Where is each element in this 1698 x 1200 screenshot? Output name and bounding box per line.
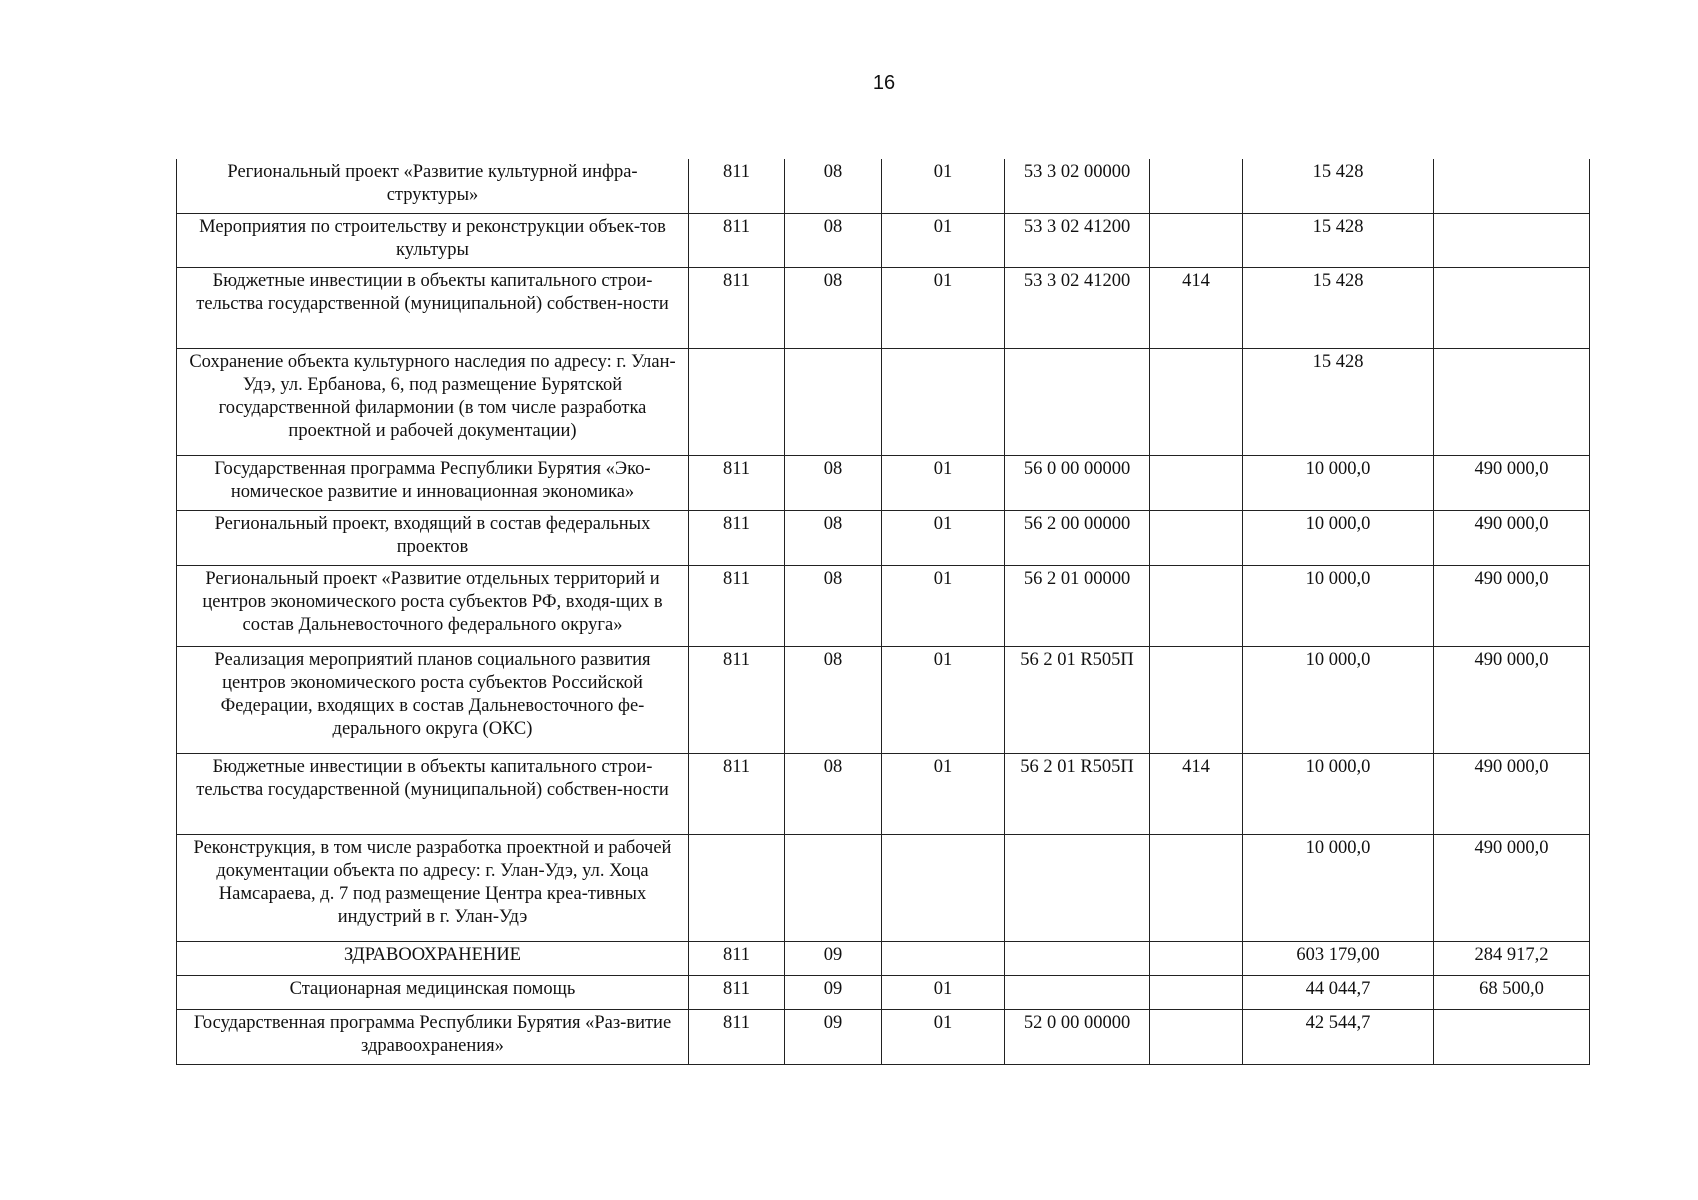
target-article-cell: [1005, 975, 1150, 1009]
amount-2-cell: 490 000,0: [1434, 834, 1590, 941]
amount-2-cell: [1434, 159, 1590, 213]
amount-2-cell: 490 000,0: [1434, 455, 1590, 510]
amount-2-cell: 490 000,0: [1434, 753, 1590, 834]
razdel-cell: 09: [785, 1009, 882, 1064]
razdel-cell: 08: [785, 267, 882, 348]
glavny-rasporyaditel-cell: 811: [689, 267, 785, 348]
amount-2-cell: 490 000,0: [1434, 565, 1590, 646]
row-name-cell: Региональный проект «Развитие отдельных территорий и центров экономического роста субъектов РФ, входя-щих в состав Дальневосточного федерального округа»: [177, 565, 689, 646]
target-article-cell: [1005, 941, 1150, 975]
glavny-rasporyaditel-cell: 811: [689, 975, 785, 1009]
podrazdel-cell: 01: [882, 159, 1005, 213]
podrazdel-cell: [882, 348, 1005, 455]
expense-type-cell: 414: [1150, 267, 1243, 348]
row-name-cell: Государственная программа Республики Бурятия «Раз-витие здравоохранения»: [177, 1009, 689, 1064]
podrazdel-cell: 01: [882, 753, 1005, 834]
glavny-rasporyaditel-cell: 811: [689, 565, 785, 646]
razdel-cell: 08: [785, 510, 882, 565]
amount-1-cell: 603 179,00: [1243, 941, 1434, 975]
amount-2-cell: 284 917,2: [1434, 941, 1590, 975]
row-name-cell: Бюджетные инвестиции в объекты капитального строи-тельства государственной (муниципальной) собствен-ности: [177, 267, 689, 348]
amount-1-cell: 10 000,0: [1243, 455, 1434, 510]
row-name-cell: ЗДРАВООХРАНЕНИЕ: [177, 941, 689, 975]
podrazdel-cell: 01: [882, 267, 1005, 348]
row-name-cell: Стационарная медицинская помощь: [177, 975, 689, 1009]
amount-2-cell: 68 500,0: [1434, 975, 1590, 1009]
razdel-cell: 08: [785, 159, 882, 213]
amount-1-cell: 10 000,0: [1243, 834, 1434, 941]
razdel-cell: 09: [785, 941, 882, 975]
row-name-cell: Региональный проект, входящий в состав федеральных проектов: [177, 510, 689, 565]
expense-type-cell: [1150, 646, 1243, 753]
razdel-cell: 08: [785, 213, 882, 267]
razdel-cell: [785, 348, 882, 455]
glavny-rasporyaditel-cell: 811: [689, 753, 785, 834]
target-article-cell: 52 0 00 00000: [1005, 1009, 1150, 1064]
table-row: [177, 455, 1590, 510]
podrazdel-cell: 01: [882, 455, 1005, 510]
target-article-cell: 53 3 02 00000: [1005, 159, 1150, 213]
expense-type-cell: [1150, 941, 1243, 975]
expense-type-cell: [1150, 510, 1243, 565]
glavny-rasporyaditel-cell: 811: [689, 646, 785, 753]
row-name-cell: Региональный проект «Развитие культурной инфра-структуры»: [177, 159, 689, 213]
podrazdel-cell: [882, 941, 1005, 975]
podrazdel-cell: 01: [882, 646, 1005, 753]
glavny-rasporyaditel-cell: 811: [689, 213, 785, 267]
podrazdel-cell: 01: [882, 510, 1005, 565]
podrazdel-cell: 01: [882, 1009, 1005, 1064]
podrazdel-cell: 01: [882, 213, 1005, 267]
razdel-cell: [785, 834, 882, 941]
amount-1-cell: 10 000,0: [1243, 753, 1434, 834]
amount-1-cell: 15 428: [1243, 159, 1434, 213]
razdel-cell: 08: [785, 646, 882, 753]
amount-1-cell: 10 000,0: [1243, 646, 1434, 753]
table-row: [177, 1009, 1590, 1064]
row-name-cell: Бюджетные инвестиции в объекты капитального строи-тельства государственной (муниципальной) собствен-ности: [177, 753, 689, 834]
glavny-rasporyaditel-cell: 811: [689, 510, 785, 565]
amount-1-cell: 10 000,0: [1243, 510, 1434, 565]
target-article-cell: 53 3 02 41200: [1005, 267, 1150, 348]
expense-type-cell: [1150, 1009, 1243, 1064]
target-article-cell: 56 0 00 00000: [1005, 455, 1150, 510]
expense-type-cell: 414: [1150, 753, 1243, 834]
amount-1-cell: 15 428: [1243, 348, 1434, 455]
target-article-cell: [1005, 834, 1150, 941]
razdel-cell: 08: [785, 455, 882, 510]
razdel-cell: 08: [785, 565, 882, 646]
expense-type-cell: [1150, 834, 1243, 941]
budget-table: [176, 159, 1590, 1065]
amount-2-cell: [1434, 267, 1590, 348]
row-name-cell: Государственная программа Республики Бурятия «Эко-номическое развитие и инновационная экономика»: [177, 455, 689, 510]
row-name-cell: Реконструкция, в том числе разработка проектной и рабочей документации объекта по адресу: г. Улан-Удэ, ул. Хоца Намсараева, д. 7 под размещение Центра креа-тивных индустрий в г. Улан-Удэ: [177, 834, 689, 941]
page-number: 16: [872, 72, 896, 94]
expense-type-cell: [1150, 159, 1243, 213]
row-name-cell: Сохранение объекта культурного наследия по адресу: г. Улан-Удэ, ул. Ербанова, 6, под размещение Бурятской государственной филармонии (в том числе разработка проектной и рабочей документации): [177, 348, 689, 455]
razdel-cell: 08: [785, 753, 882, 834]
glavny-rasporyaditel-cell: 811: [689, 455, 785, 510]
glavny-rasporyaditel-cell: [689, 348, 785, 455]
amount-2-cell: [1434, 1009, 1590, 1064]
row-name-cell: Реализация мероприятий планов социального развития центров экономического роста субъектов Российской Федерации, входящих в состав Дальневосточного фе-дерального округа (ОКС): [177, 646, 689, 753]
table-row: [177, 941, 1590, 975]
table-body: [177, 159, 1590, 1064]
row-name-cell: Мероприятия по строительству и реконструкции объек-тов культуры: [177, 213, 689, 267]
amount-2-cell: 490 000,0: [1434, 510, 1590, 565]
table-row: [177, 753, 1590, 834]
target-article-cell: [1005, 348, 1150, 455]
amount-1-cell: 15 428: [1243, 213, 1434, 267]
table-row: [177, 646, 1590, 753]
amount-1-cell: 15 428: [1243, 267, 1434, 348]
table-row: [177, 975, 1590, 1009]
glavny-rasporyaditel-cell: 811: [689, 159, 785, 213]
podrazdel-cell: 01: [882, 975, 1005, 1009]
glavny-rasporyaditel-cell: [689, 834, 785, 941]
target-article-cell: 56 2 01 R505П: [1005, 753, 1150, 834]
amount-2-cell: 490 000,0: [1434, 646, 1590, 753]
table-row: [177, 565, 1590, 646]
amount-1-cell: 44 044,7: [1243, 975, 1434, 1009]
podrazdel-cell: [882, 834, 1005, 941]
target-article-cell: 56 2 00 00000: [1005, 510, 1150, 565]
expense-type-cell: [1150, 565, 1243, 646]
target-article-cell: 53 3 02 41200: [1005, 213, 1150, 267]
table-row: [177, 213, 1590, 267]
expense-type-cell: [1150, 213, 1243, 267]
expense-type-cell: [1150, 348, 1243, 455]
amount-1-cell: 42 544,7: [1243, 1009, 1434, 1064]
podrazdel-cell: 01: [882, 565, 1005, 646]
table-row: [177, 267, 1590, 348]
amount-1-cell: 10 000,0: [1243, 565, 1434, 646]
table-row: [177, 348, 1590, 455]
table-row: [177, 510, 1590, 565]
amount-2-cell: [1434, 348, 1590, 455]
target-article-cell: 56 2 01 R505П: [1005, 646, 1150, 753]
table-row: [177, 834, 1590, 941]
amount-2-cell: [1434, 213, 1590, 267]
expense-type-cell: [1150, 975, 1243, 1009]
glavny-rasporyaditel-cell: 811: [689, 941, 785, 975]
glavny-rasporyaditel-cell: 811: [689, 1009, 785, 1064]
table-row: [177, 159, 1590, 213]
expense-type-cell: [1150, 455, 1243, 510]
razdel-cell: 09: [785, 975, 882, 1009]
target-article-cell: 56 2 01 00000: [1005, 565, 1150, 646]
